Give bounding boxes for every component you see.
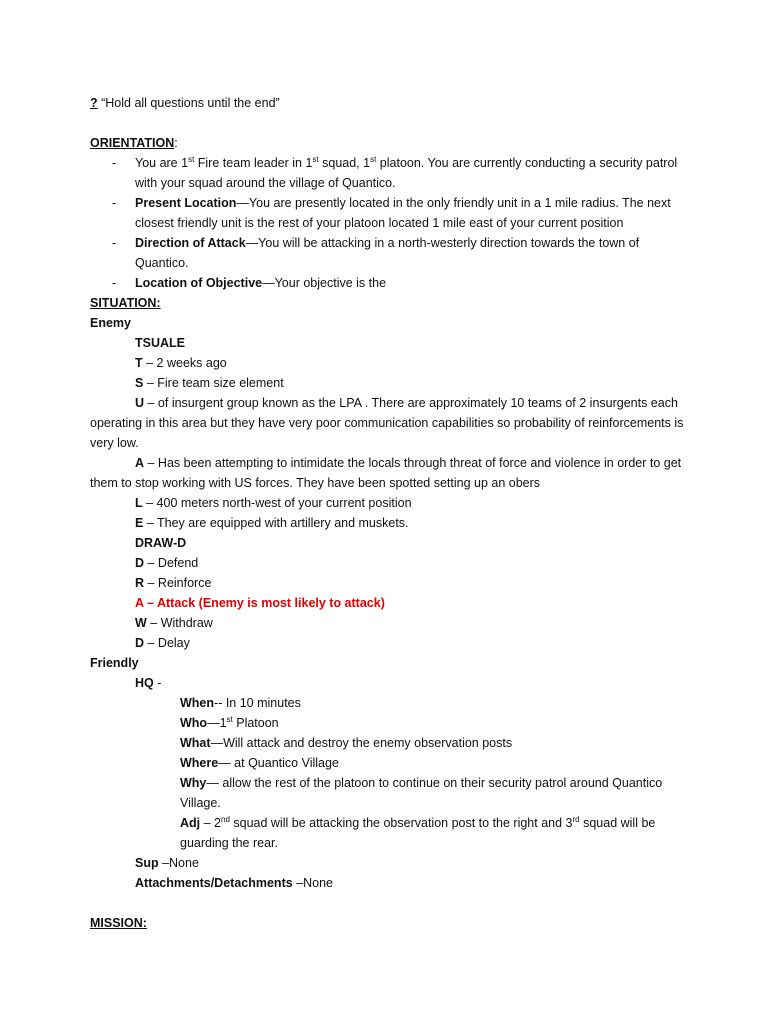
enemy-heading: Enemy bbox=[90, 316, 131, 330]
bullet-dash: - bbox=[112, 156, 117, 170]
tsuale-l: L – 400 meters north-west of your current position bbox=[135, 496, 412, 510]
drawd-attack-highlight: A – Attack (Enemy is most likely to attack) bbox=[135, 596, 385, 610]
orientation-bullet-1: - You are 1st Fire team leader in 1st squad, 1st platoon. You are currently conducting a security patrol with your squad around the village of Quantico. bbox=[112, 154, 678, 190]
location-of-objective-label: Location of Objective bbox=[135, 276, 263, 290]
present-location-label: Present Location bbox=[135, 196, 237, 210]
hq-what: What—Will attack and destroy the enemy observation posts bbox=[180, 736, 513, 750]
drawd-delay: D – Delay bbox=[135, 636, 190, 650]
orientation-bullet-3: - Direction of Attack—You will be attacking in a north-westerly direction towards the town of Quantico. bbox=[90, 233, 685, 273]
tsuale-heading: TSUALE bbox=[135, 336, 185, 350]
tsuale-e: E – They are equipped with artillery and muskets. bbox=[135, 516, 409, 530]
drawd-reinforce: R – Reinforce bbox=[135, 576, 212, 590]
tsuale-t: T – 2 weeks ago bbox=[135, 356, 227, 370]
tsuale-a: A – Has been attempting to intimidate the locals through threat of force and violence in order to get them to stop working with US forces. They have been spotted setting up an obers bbox=[90, 456, 682, 490]
bullet-dash: - bbox=[112, 236, 117, 250]
drawd-heading: DRAW-D bbox=[135, 536, 187, 550]
question-mark: ? bbox=[90, 96, 98, 110]
drawd-withdraw: W – Withdraw bbox=[135, 616, 213, 630]
hq-adj: Adj – 2nd squad will be attacking the observation post to the right and 3rd squad will be guarding the rear. bbox=[180, 814, 656, 850]
friendly-heading: Friendly bbox=[90, 656, 139, 670]
orientation-bullet-4: - Location of Objective—Your objective is the bbox=[90, 273, 685, 293]
hq-why: Why— allow the rest of the platoon to continue on their security patrol around Quantico Village. bbox=[180, 776, 663, 810]
intro-line bbox=[90, 93, 685, 113]
hq-line: HQ - bbox=[135, 676, 162, 690]
orientation-bullet-2: - Present Location—You are presently located in the only friendly unit in a 1 mile radius. The next closest friendly unit is the rest of your platoon located 1 mile east of your current position bbox=[90, 193, 685, 233]
mission-heading: MISSION: bbox=[90, 916, 147, 930]
support-line: Sup –None bbox=[135, 856, 199, 870]
tsuale-s: S – Fire team size element bbox=[135, 376, 284, 390]
orientation-heading-line: ORIENTATION: bbox=[90, 136, 178, 150]
spacer bbox=[90, 113, 685, 133]
hq-who: Who—1st Platoon bbox=[180, 714, 279, 730]
bullet-dash: - bbox=[112, 276, 117, 290]
direction-of-attack-label: Direction of Attack bbox=[135, 236, 246, 250]
spacer bbox=[90, 893, 685, 913]
hq-when: When-- In 10 minutes bbox=[180, 696, 301, 710]
drawd-defend: D – Defend bbox=[135, 556, 199, 570]
intro-text: “Hold all questions until the end” bbox=[97, 96, 280, 110]
hq-where: Where— at Quantico Village bbox=[180, 756, 339, 770]
attachments-line: Attachments/Detachments –None bbox=[135, 876, 333, 890]
document-page bbox=[90, 93, 685, 933]
situation-heading: SITUATION: bbox=[90, 296, 161, 310]
tsuale-u: U – of insurgent group known as the LPA . There are approximately 10 teams of 2 insurgents each operating in this area but they have very poor communication capabilities so probability of reinforcements is very low. bbox=[90, 396, 684, 450]
bullet-dash: - bbox=[112, 196, 117, 210]
orientation-heading: ORIENTATION bbox=[90, 136, 175, 150]
